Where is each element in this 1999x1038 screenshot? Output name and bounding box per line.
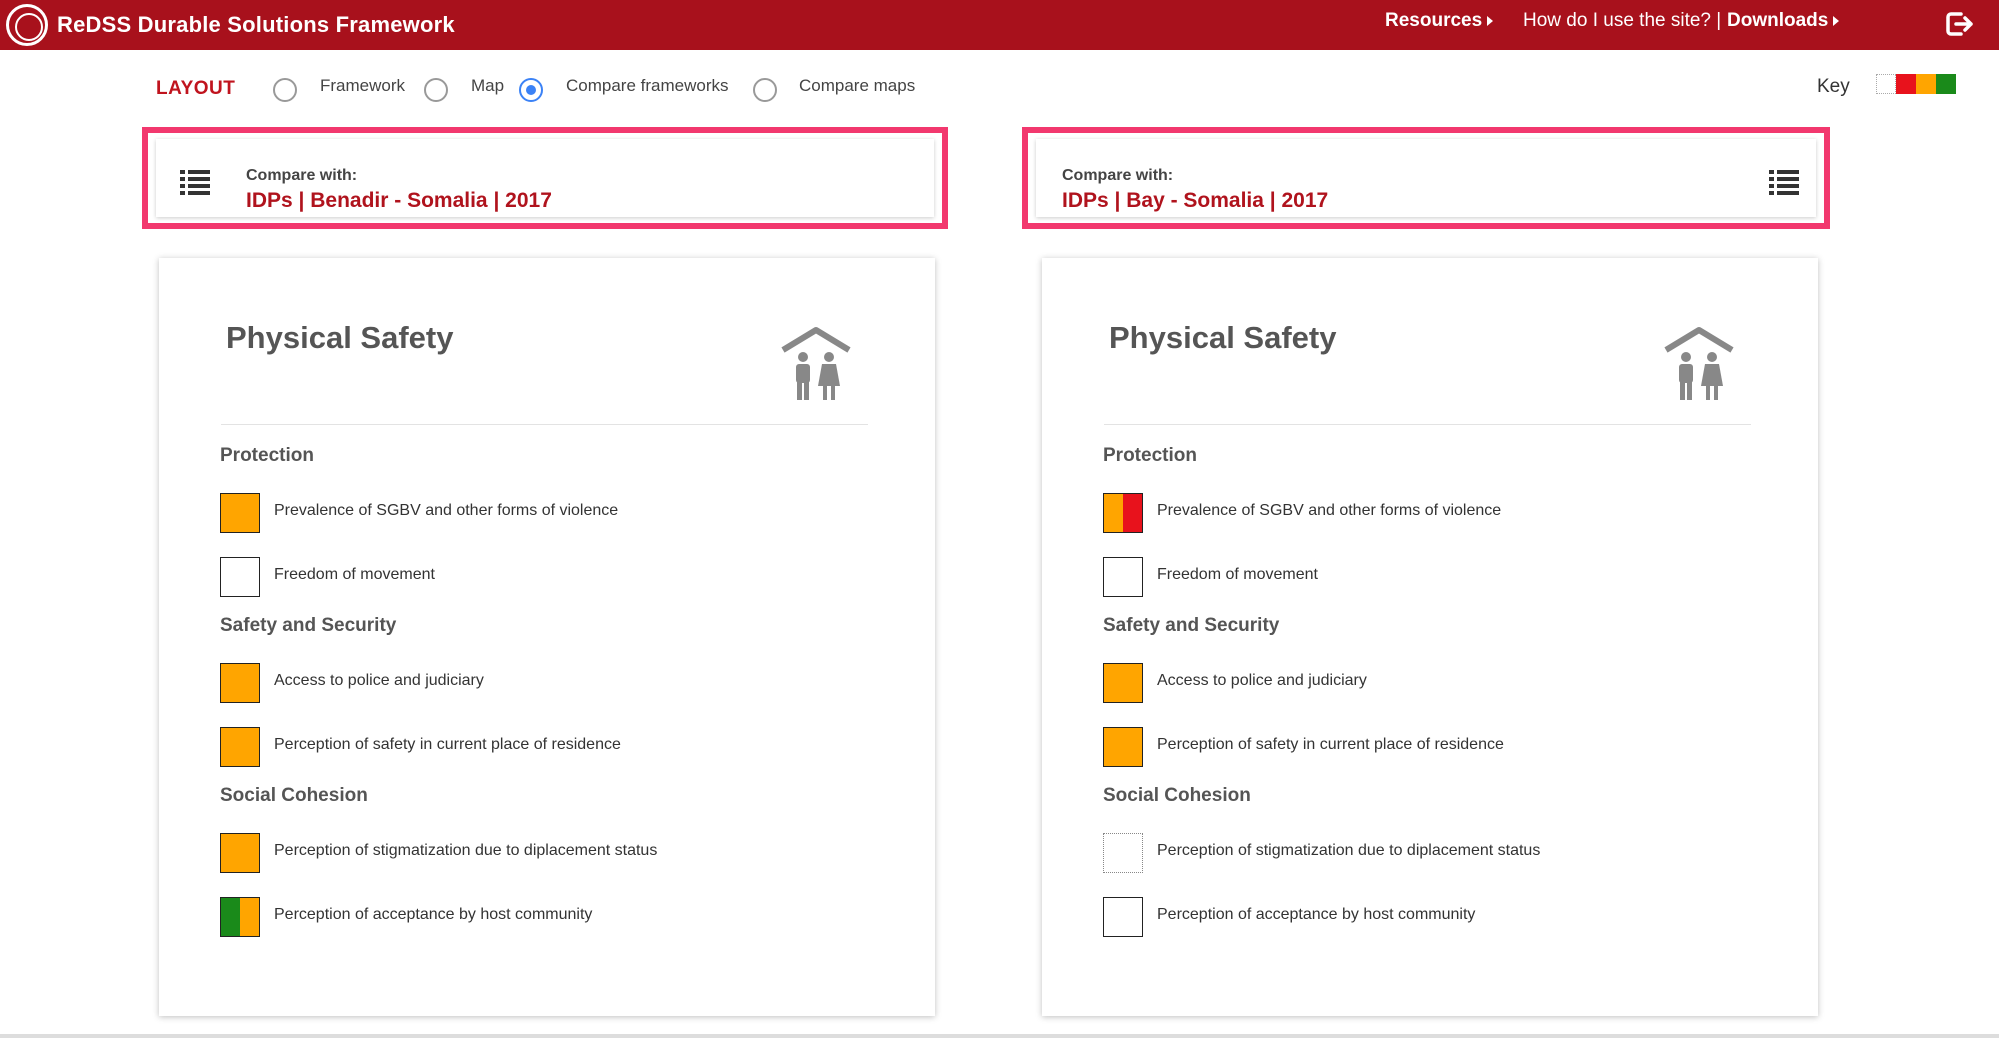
indicator-label: Perception of safety in current place of residence [274,736,621,753]
compare-label: Compare with: [246,167,358,184]
list-icon[interactable] [180,169,210,197]
app-title[interactable]: ReDSS Durable Solutions Framework [57,12,455,37]
compare-label: Compare with: [1062,167,1174,184]
radio-compare-frameworks[interactable] [519,78,543,102]
key-swatch-white [1876,74,1896,94]
status-square [1103,663,1143,703]
nav-resources-label: Resources [1385,10,1483,31]
compare-selector-right[interactable] [1022,127,1830,229]
status-color-segment [1104,664,1142,702]
status-color-segment [1123,494,1142,532]
indicator-label: Perception of safety in current place of residence [1157,736,1504,753]
status-square [220,663,260,703]
status-color-segment [240,898,259,936]
framework-card-left [159,258,935,1016]
family-shelter-icon [779,324,853,402]
status-color-segment [1104,494,1123,532]
section-safety-security: Safety and Security [220,615,397,636]
key-swatch-orange [1916,74,1936,94]
status-square [220,833,260,873]
logout-icon[interactable] [1943,8,1975,40]
indicator-label: Access to police and judiciary [274,672,484,689]
caret-right-icon [1833,16,1839,26]
radio-compare-frameworks-label[interactable]: Compare frameworks [566,76,729,95]
compare-value[interactable]: IDPs | Bay - Somalia | 2017 [1062,189,1329,212]
layout-label: LAYOUT [156,78,236,99]
status-square [220,557,260,597]
status-color-segment [221,834,259,872]
indicator-label: Perception of acceptance by host community [274,906,593,923]
status-square [220,493,260,533]
status-color-segment [221,494,259,532]
status-color-segment [1104,728,1142,766]
status-square [1103,833,1143,873]
section-protection: Protection [1103,445,1197,466]
nav-how-to-use[interactable]: How do I use the site? | [1523,10,1722,31]
redss-logo-icon[interactable] [6,4,48,46]
card-title: Physical Safety [1109,320,1337,355]
status-square [220,727,260,767]
radio-framework[interactable] [273,78,297,102]
bottom-border [0,1034,1999,1038]
compare-selector-left[interactable] [142,127,948,229]
nav-downloads[interactable] [1727,10,1839,32]
indicator-label: Freedom of movement [1157,566,1318,583]
key-swatch-green [1936,74,1956,94]
layout-bar [0,58,1999,118]
radio-map[interactable] [424,78,448,102]
list-icon[interactable] [1769,169,1799,197]
status-color-segment [221,898,240,936]
key-swatch-red [1896,74,1916,94]
section-safety-security: Safety and Security [1103,615,1280,636]
radio-map-label[interactable]: Map [471,76,505,95]
compare-value[interactable]: IDPs | Benadir - Somalia | 2017 [246,189,552,212]
radio-framework-label[interactable]: Framework [320,76,406,95]
indicator-label: Perception of acceptance by host community [1157,906,1476,923]
status-color-segment [221,664,259,702]
compare-selector-right-panel [1036,139,1816,217]
status-square [220,897,260,937]
radio-compare-maps[interactable] [753,78,777,102]
status-color-segment [221,728,259,766]
section-protection: Protection [220,445,314,466]
key-label: Key [1817,76,1850,97]
compare-selector-left-panel [156,139,934,217]
radio-compare-maps-label[interactable]: Compare maps [799,76,916,95]
status-square [1103,493,1143,533]
section-social-cohesion: Social Cohesion [220,785,368,806]
card-divider [1104,424,1751,425]
caret-right-icon [1487,16,1493,26]
card-divider [221,424,868,425]
indicator-label: Perception of stigmatization due to diplacement status [1157,842,1541,859]
top-bar [0,0,1999,50]
indicator-label: Access to police and judiciary [1157,672,1367,689]
section-social-cohesion: Social Cohesion [1103,785,1251,806]
nav-downloads-label: Downloads [1727,10,1829,31]
status-square [1103,557,1143,597]
status-square [1103,897,1143,937]
family-shelter-icon [1662,324,1736,402]
indicator-label: Prevalence of SGBV and other forms of violence [1157,502,1502,519]
status-square [1103,727,1143,767]
indicator-label: Freedom of movement [274,566,435,583]
indicator-label: Prevalence of SGBV and other forms of violence [274,502,619,519]
card-title: Physical Safety [226,320,454,355]
framework-card-right [1042,258,1818,1016]
nav-resources[interactable] [1385,10,1493,32]
indicator-label: Perception of stigmatization due to diplacement status [274,842,658,859]
